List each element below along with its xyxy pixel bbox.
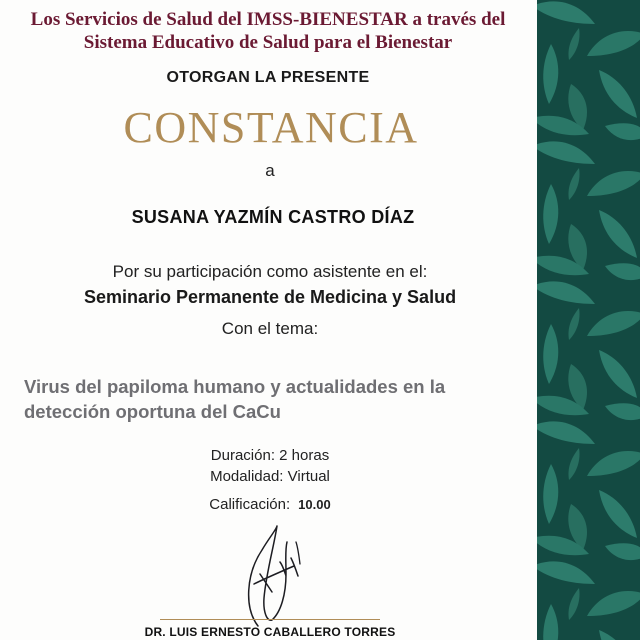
duration-text: Duración: 2 horas bbox=[210, 447, 330, 464]
modality-text: Modalidad: Virtual bbox=[210, 468, 330, 485]
leaf-pattern-icon bbox=[537, 0, 640, 640]
topic-title bbox=[24, 374, 524, 424]
topic-line-1: Virus del papiloma humano y actualidades en la bbox=[24, 376, 446, 397]
header-line-2: Sistema Educativo de Salud para el Bienestar bbox=[83, 32, 453, 53]
participation-text: Por su participación como asistente en el: bbox=[112, 262, 428, 281]
decorative-border bbox=[537, 0, 640, 640]
signatory-name: DR. LUIS ERNESTO CABALLERO TORRES bbox=[144, 625, 396, 639]
grade-row bbox=[0, 496, 540, 513]
handwritten-signature-icon bbox=[236, 522, 316, 630]
topic-line-2: detección oportuna del CaCu bbox=[24, 401, 281, 422]
grade-value: 10.00 bbox=[298, 497, 331, 512]
connector-text: a bbox=[265, 161, 275, 180]
recipient-name: SUSANA YAZMÍN CASTRO DÍAZ bbox=[131, 207, 415, 227]
signature-line bbox=[160, 619, 380, 620]
grant-text: OTORGAN LA PRESENTE bbox=[166, 69, 370, 86]
seminar-name: Seminario Permanente de Medicina y Salud bbox=[83, 287, 457, 307]
grade-label: Calificación: bbox=[209, 496, 291, 513]
topic-label: Con el tema: bbox=[221, 319, 319, 338]
certificate-title: CONSTANCIA bbox=[123, 103, 419, 152]
header-line-1: Los Servicios de Salud del IMSS-BIENESTAR a través del bbox=[30, 9, 506, 30]
